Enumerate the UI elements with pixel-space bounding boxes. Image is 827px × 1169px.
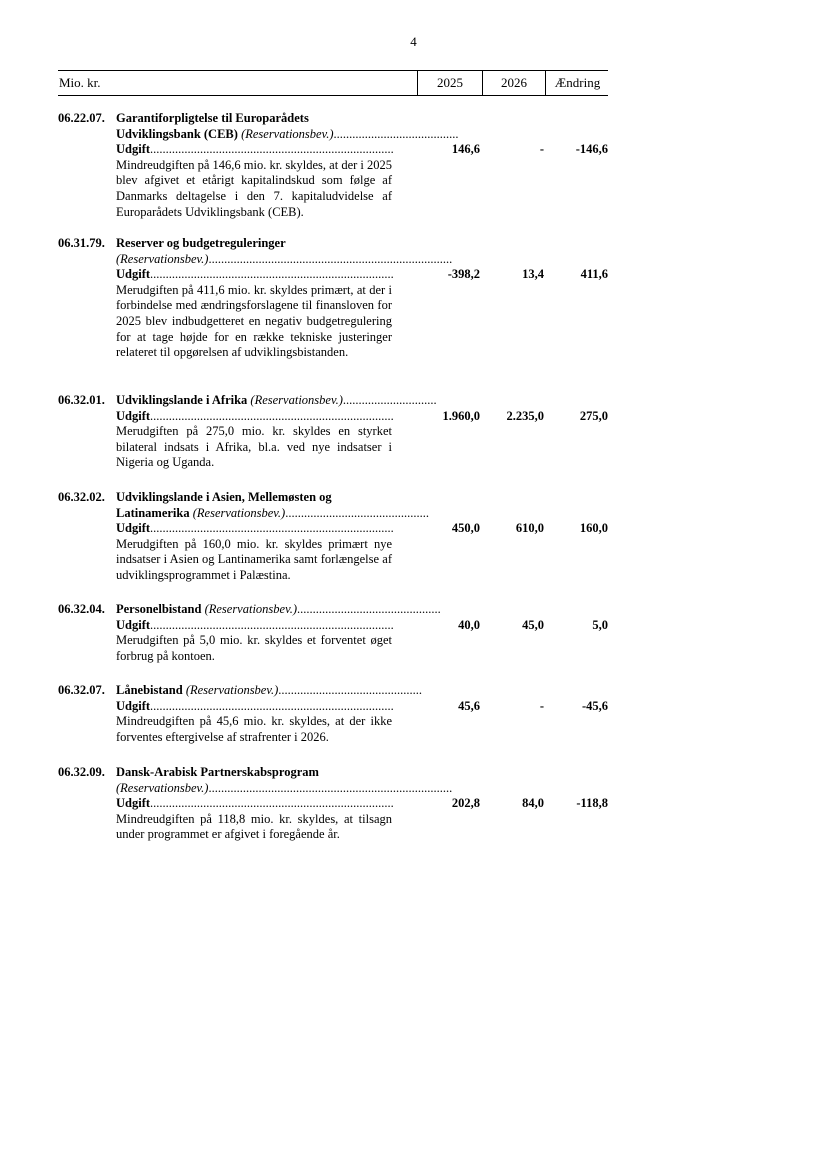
column-header-2025: 2025 <box>417 71 482 95</box>
account-code: 06.22.07. <box>58 111 105 125</box>
account-title: (Reservationsbev.).............................................................................. <box>116 780 453 795</box>
account-code: 06.32.07. <box>58 683 105 697</box>
account-title: Reserver og budgetreguleringer <box>116 236 286 250</box>
account-code: 06.32.09. <box>58 765 105 779</box>
column-header-change: Ændring <box>545 71 609 95</box>
udgift-label: Udgift.............................................................................. <box>116 142 394 157</box>
account-title: Udviklingslande i Asien, Mellemøsten og <box>116 490 332 504</box>
account-title: Udviklingslande i Afrika (Reservationsbev.).............................. <box>116 393 437 407</box>
value-2025: 45,6 <box>458 699 480 713</box>
entry-description: Mindreudgiften på 146,6 mio. kr. skyldes, at der i 2025 blev afgivet et etårigt kapitalindskud som følge af Danmarks deltagelse i den 7. kapitaludvidelse af Europarådets Udviklingsbank (CEB). <box>116 157 393 219</box>
value-2025: 450,0 <box>451 521 480 535</box>
udgift-label: Udgift.............................................................................. <box>116 521 394 536</box>
value-2026: 2.235,0 <box>506 409 544 423</box>
value-2026: 84,0 <box>522 796 544 810</box>
entry-description: Merudgiften på 5,0 mio. kr. skyldes et forventet øget forbrug på kontoen. <box>116 633 392 663</box>
udgift-label: Udgift.............................................................................. <box>116 267 394 282</box>
value-2025: 1.960,0 <box>442 409 480 423</box>
account-title: Lånebistand (Reservationsbev.).............................................. <box>116 683 423 697</box>
value-change: 411,6 <box>580 267 608 281</box>
value-change: 5,0 <box>592 618 608 632</box>
account-title: Latinamerika (Reservationsbev.).............................................. <box>116 505 429 520</box>
account-code: 06.31.79. <box>58 236 105 250</box>
account-code: 06.32.01. <box>58 393 105 407</box>
account-title: Udviklingsbank (CEB) (Reservationsbev.)........................................ <box>116 126 459 141</box>
account-title: Garantiforpligtelse til Europarådets <box>116 111 309 125</box>
unit-label: Mio. kr. <box>59 75 101 90</box>
table-header <box>58 70 608 96</box>
value-change: -45,6 <box>581 699 608 713</box>
value-2025: 202,8 <box>451 796 480 810</box>
value-2026: 610,0 <box>515 521 544 535</box>
entry-description: Merudgiften på 411,6 mio. kr. skyldes primært, at der i forbindelse med ændringsforslagene til finansloven for 2025 blev indbudgetteret en negativ budgetregulering for at tage højde for en række tekniske justeringer relateret til opgørelsen af udviklingsbistanden. <box>116 282 392 360</box>
account-title: Dansk-Arabisk Partnerskabsprogram <box>116 765 319 779</box>
udgift-label: Udgift.............................................................................. <box>116 796 394 811</box>
value-2026: 13,4 <box>522 267 544 281</box>
value-change: -146,6 <box>575 142 608 156</box>
value-2025: 146,6 <box>451 142 480 156</box>
value-2026: - <box>539 699 544 713</box>
account-code: 06.32.02. <box>58 490 105 504</box>
value-2025: -398,2 <box>447 267 480 281</box>
account-title: (Reservationsbev.).............................................................................. <box>116 251 453 266</box>
account-title: Personelbistand (Reservationsbev.).............................................. <box>116 602 441 616</box>
value-change: 160,0 <box>579 521 608 535</box>
value-change: -118,8 <box>576 796 608 810</box>
udgift-label: Udgift.............................................................................. <box>116 698 394 713</box>
udgift-label: Udgift.............................................................................. <box>116 408 394 423</box>
entry-description: Merudgiften på 160,0 mio. kr. skyldes primært nye indsatser i Asien og Lantinamerika samt forlængelse af udviklingsprogrammet i Palæstina. <box>116 536 392 582</box>
value-2026: 45,0 <box>522 618 544 632</box>
entry-description: Mindreudgiften på 118,8 mio. kr. skyldes, at tilsagn under programmet er afgivet i foregående år. <box>116 811 392 842</box>
udgift-label: Udgift.............................................................................. <box>116 617 394 632</box>
value-2025: 40,0 <box>458 618 480 632</box>
entry-description: Merudgiften på 275,0 mio. kr. skyldes en styrket bilateral indsats i Afrika, bl.a. ved nye indsatser i Nigeria og Uganda. <box>116 424 392 470</box>
entry-description: Mindreudgiften på 45,6 mio. kr. skyldes, at der ikke forventes eftergivelse af strafrenter i 2026. <box>116 714 392 744</box>
value-change: 275,0 <box>579 409 608 423</box>
account-code: 06.32.04. <box>58 602 105 616</box>
page-number: 4 <box>410 34 417 49</box>
column-header-2026: 2026 <box>482 71 545 95</box>
value-2026: - <box>539 142 544 156</box>
